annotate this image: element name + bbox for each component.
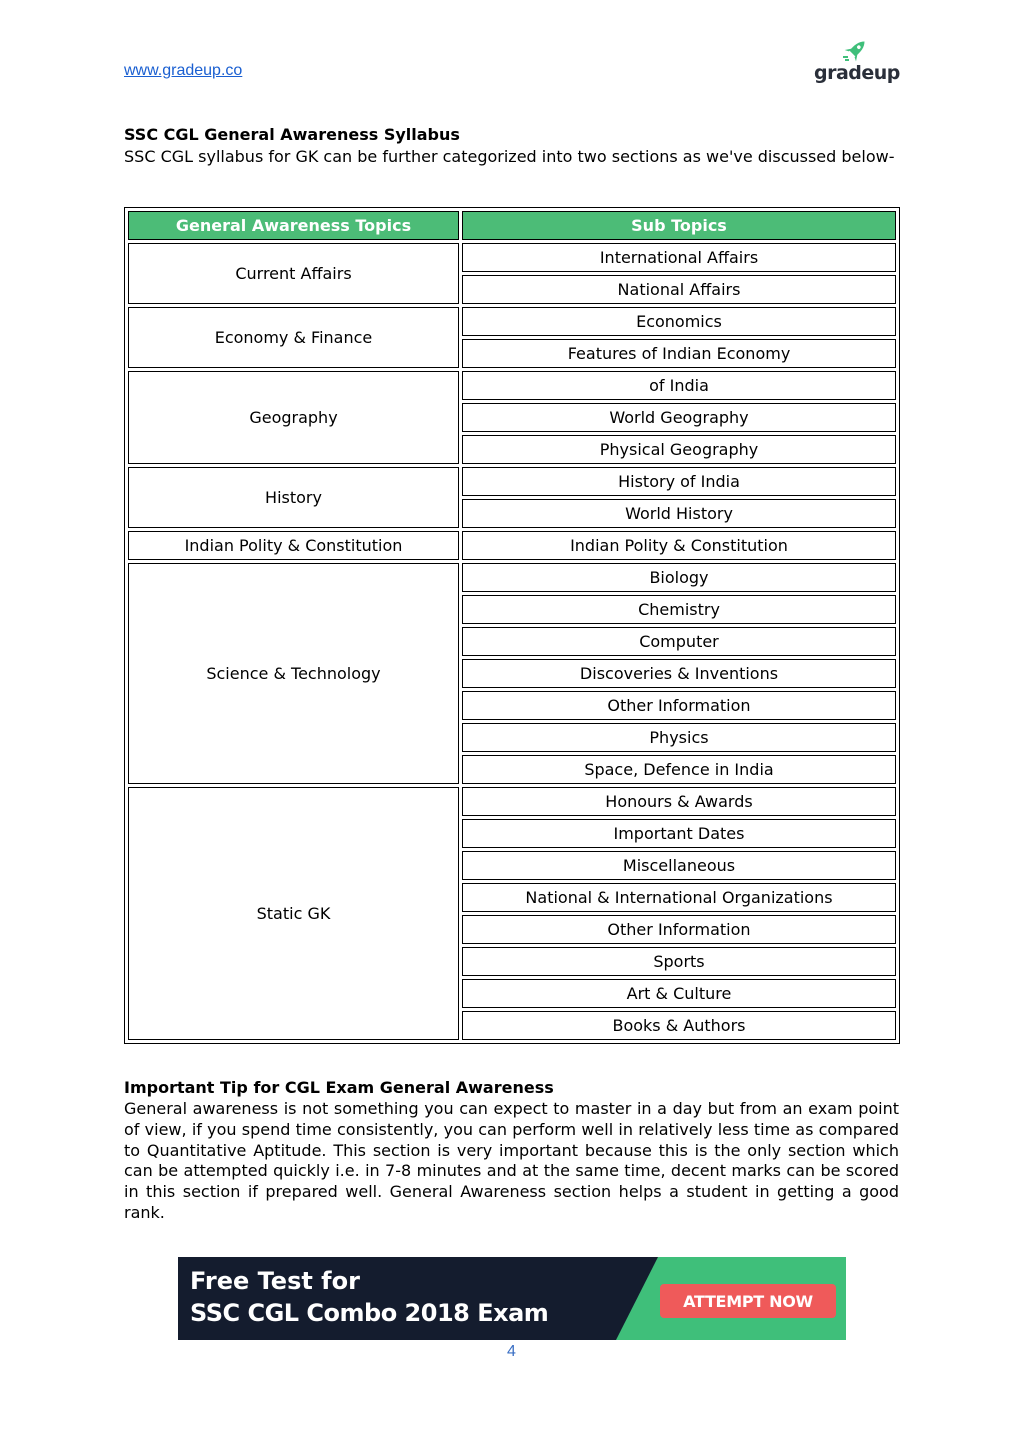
table-row <box>128 371 896 400</box>
banner-line1: Free Test for <box>190 1267 360 1295</box>
subtopic-cell: National & International Organizations <box>462 883 896 912</box>
subtopic-cell: Honours & Awards <box>462 787 896 816</box>
topic-cell: Science & Technology <box>128 563 459 784</box>
section-title: SSC CGL General Awareness Syllabus <box>124 125 460 144</box>
topic-cell: Economy & Finance <box>128 307 459 368</box>
subtopic-cell: Computer <box>462 627 896 656</box>
subtopic-cell: Indian Polity & Constitution <box>462 531 896 560</box>
page-number: 4 <box>507 1343 516 1360</box>
subtopic-cell: Important Dates <box>462 819 896 848</box>
table-body <box>128 243 896 1040</box>
subtopic-cell: Space, Defence in India <box>462 755 896 784</box>
subtopic-cell: Discoveries & Inventions <box>462 659 896 688</box>
topic-cell: Indian Polity & Constitution <box>128 531 459 560</box>
subtopic-cell: Physics <box>462 723 896 752</box>
intro-paragraph: SSC CGL syllabus for GK can be further categorized into two sections as we've discussed below- <box>124 147 895 166</box>
logo-wordmark: gradeup <box>814 62 900 84</box>
subtopic-cell: National Affairs <box>462 275 896 304</box>
subtopic-cell: World History <box>462 499 896 528</box>
table-header-row <box>128 211 896 240</box>
subtopic-cell: of India <box>462 371 896 400</box>
subtopic-cell: Economics <box>462 307 896 336</box>
table-row <box>128 787 896 816</box>
topic-cell: Static GK <box>128 787 459 1040</box>
table-row <box>128 243 896 272</box>
subtopic-cell: Books & Authors <box>462 1011 896 1040</box>
topic-cell: Current Affairs <box>128 243 459 304</box>
attempt-now-button[interactable]: ATTEMPT NOW <box>660 1284 836 1318</box>
free-test-banner[interactable] <box>178 1257 846 1340</box>
subtopic-cell: Miscellaneous <box>462 851 896 880</box>
rocket-icon <box>814 36 898 64</box>
subtopic-cell: Biology <box>462 563 896 592</box>
tip-paragraph: General awareness is not something you can expect to master in a day but from an exam point of view, if you spend time consistently, you can perform well in relatively less time as compared to Quantitative Aptitude. This section is very important because this is the only section which can be attempted quickly i.e. in 7-8 minutes and at the same time, decent marks can be scored in this section if prepared well. General Awareness section helps a student in getting a good rank. <box>124 1099 899 1222</box>
gradeup-logo <box>814 36 898 88</box>
header-topics: General Awareness Topics <box>128 211 459 240</box>
table-row <box>128 563 896 592</box>
subtopic-cell: Features of Indian Economy <box>462 339 896 368</box>
topic-cell: History <box>128 467 459 528</box>
table-row <box>128 307 896 336</box>
subtopic-cell: Art & Culture <box>462 979 896 1008</box>
table-row <box>128 467 896 496</box>
topic-cell: Geography <box>128 371 459 464</box>
table-row <box>128 531 896 560</box>
site-link[interactable]: www.gradeup.co <box>124 62 243 79</box>
subtopic-cell: Physical Geography <box>462 435 896 464</box>
banner-line2: SSC CGL Combo 2018 Exam <box>190 1299 549 1327</box>
syllabus-table <box>124 207 900 1044</box>
subtopic-cell: International Affairs <box>462 243 896 272</box>
subtopic-cell: World Geography <box>462 403 896 432</box>
subtopic-cell: Other Information <box>462 915 896 944</box>
tip-title: Important Tip for CGL Exam General Awareness <box>124 1078 554 1097</box>
subtopic-cell: History of India <box>462 467 896 496</box>
subtopic-cell: Chemistry <box>462 595 896 624</box>
header-subtopics: Sub Topics <box>462 211 896 240</box>
subtopic-cell: Sports <box>462 947 896 976</box>
subtopic-cell: Other Information <box>462 691 896 720</box>
